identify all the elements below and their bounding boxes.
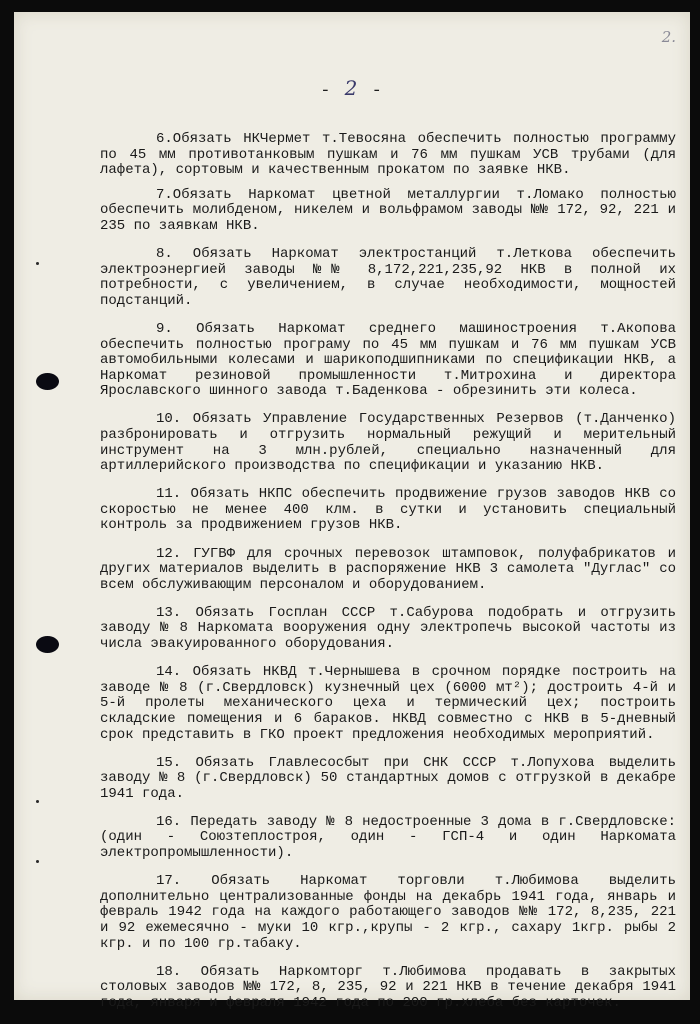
paper-speck — [36, 262, 39, 265]
binder-hole-icon — [36, 636, 59, 653]
document-body — [100, 132, 676, 1024]
paragraph-14: 14. Обязать НКВД т.Чернышева в срочном порядке построить на заводе № 8 (г.Свердловск) кузнечный цех (6000 мт²); достроить 4-й и 5-й пролеты механического цеха и термический цех; построить складские помещения и 6 бараков. НКВД совместно с НКВ в 5-дневный срок представить в ГКО проект предложения необходимых мероприятий. — [100, 664, 676, 743]
dash-left: - — [320, 82, 333, 101]
binder-hole-icon — [36, 373, 59, 390]
paragraph-10: 10. Обязать Управление Государственных Резервов (т.Данченко) разбронировать и отгрузить нормальный режущий и мерительный инструмент на 3 млн.рублей, специально назначенный для артиллерийского производства по спецификации и указанию НКВ. — [100, 411, 676, 475]
document-page — [14, 12, 690, 1011]
paper-speck — [36, 860, 39, 863]
paragraph-11: 11. Обязать НКПС обеспечить продвижение грузов заводов НКВ со скоростью не менее 400 клм. в сутки и установить специальный контроль за продвижением грузов НКВ. — [100, 486, 676, 534]
paragraph-12: 12. ГУГВФ для срочных перевозок штамповок, полуфабрикатов и других материалов выделить в распоряжение НКВ 3 самолета "Дуглас" со всем обслуживающим персоналом и оборудованием. — [100, 545, 676, 593]
dash-right: - — [371, 82, 384, 101]
archive-sheet-number: 2. — [661, 28, 676, 46]
paragraph-13: 13. Обязать Госплан СССР т.Сабурова подобрать и отгрузить заводу № 8 Наркомата вооружения одну электропечь высокой частоты из числа эвакуированного оборудования. — [100, 604, 676, 653]
paragraph-6: 6.Обязать НКЧермет т.Тевосяна обеспечить полностью программу по 45 мм противотанковым пушкам и 76 мм пушкам УСВ трубами (для лафета), сортовым и качественным прокатом по заявке НКВ. — [100, 131, 676, 179]
paragraph-7: 7.Обязать Наркомат цветной металлургии т.Ломако полностью обеспечить молибденом, никелем и вольфрамом заводы №№ 172, 92, 221 и 235 по заявкам НКВ. — [100, 186, 676, 234]
page-number-header — [14, 76, 690, 101]
paragraph-8: 8. Обязать Наркомат электростанций т.Леткова обеспечить электроэнергией заводы №№ 8,172,221,235,92 НКВ в полной их потребности, с увеличением, в случае необходимости, мощностей подстанций. — [100, 246, 676, 309]
paragraph-16: 16. Передать заводу № 8 недостроенные 3 дома в г.Свердловске: (один - Союзтеплостроя, один - ГСП-4 и один Наркомата электропромышленности). — [100, 813, 676, 862]
page-number: 2 — [344, 76, 360, 100]
paragraph-17: 17. Обязать Наркомат торговли т.Любимова выделить дополнительно централизованные фонды на декабрь 1941 года, январь и февраль 1942 года на каждого работающего заводов №№ 172, 8,235, 221 и 92 ежемесячно - муки 10 кгр.,крупы - 2 кгр., сахару 1кгр. рыбы 2 кгр. и по 100 гр.табаку. — [100, 873, 676, 952]
paragraph-9: 9. Обязать Наркомат среднего машиностроения т.Акопова обеспечить полностью програму по 45 мм пушкам и 76 мм пушкам УСВ автомобильными колесами и шарикоподшипниками по спецификации НКВ, а Наркомат резиновой промышленности т.Митрохина и директора Ярославского шинного завода т.Баденкова - обрезинить эти колеса. — [100, 320, 676, 400]
paragraph-18: 18. Обязать Наркомторг т.Любимова продавать в закрытых столовых заводов №№ 172, 8, 235, 92 и 221 НКВ в течение декабря 1941 года, января и февраля 1942 года по 200 гр.хлеба без карточек. — [100, 963, 676, 1011]
paragraph-15: 15. Обязать Главлесосбыт при СНК СССР т.Лопухова выделить заводу № 8 (г.Свердловск) 50 стандартных домов с отгрузкой в декабре 1941 года. — [100, 754, 676, 802]
paper-speck — [36, 800, 39, 803]
